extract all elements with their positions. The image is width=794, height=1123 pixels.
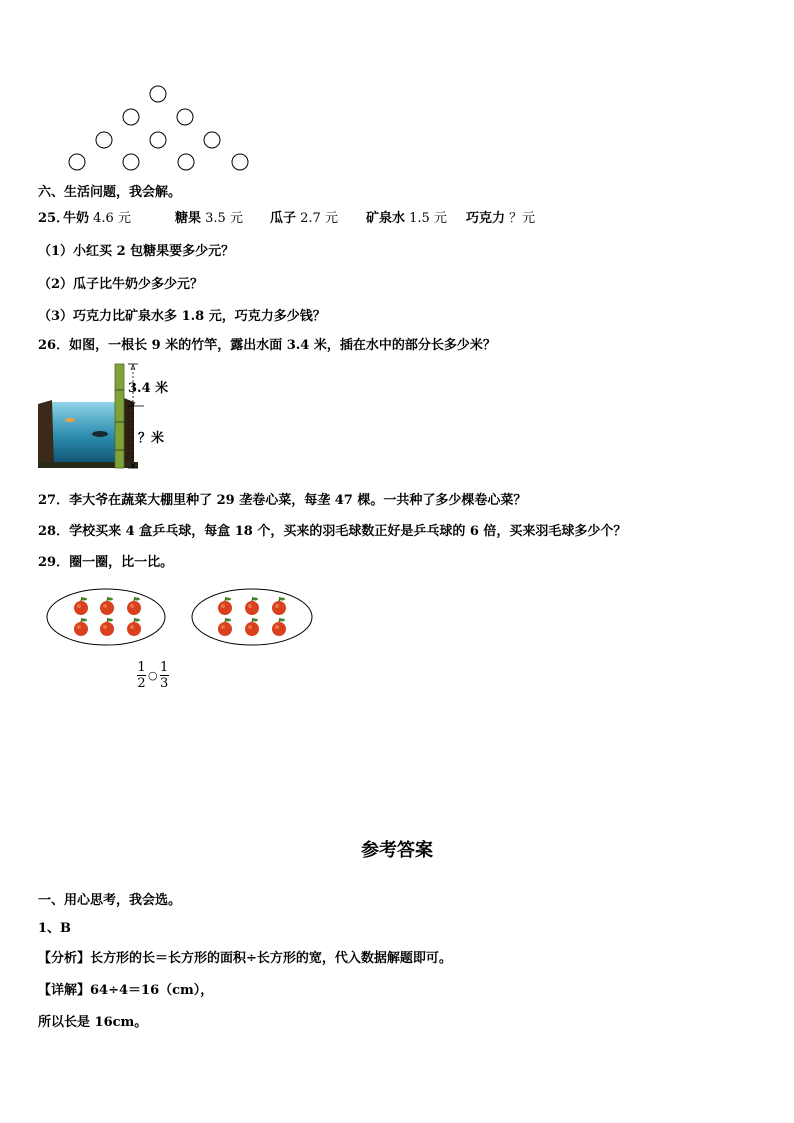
bamboo-pole (115, 364, 124, 468)
price-item-seeds: 瓜子 2.7 元 (270, 211, 338, 226)
circle (96, 132, 112, 148)
q25-sub1: （1）小红买 2 包糖果要多少元？ (38, 244, 235, 259)
circle (123, 154, 139, 170)
fraction-compare (137, 660, 169, 691)
fraction-third: 1 3 (159, 660, 169, 691)
rock-left (38, 400, 54, 468)
q26-text: 26．如图，一根长 9 米的竹竿，露出水面 3.4 米，插在水中的部分长多少米？ (38, 338, 496, 353)
circle (177, 109, 193, 125)
circle (123, 109, 139, 125)
fish (92, 431, 108, 437)
apple-groups-figure (44, 588, 324, 650)
circle (204, 132, 220, 148)
oval-right (192, 589, 312, 645)
circle (150, 132, 166, 148)
q29-text: 29．圈一圈，比一比。 (38, 555, 174, 570)
q25-number: 25． (38, 211, 70, 226)
answer-1: 1、B (38, 921, 72, 936)
compare-circle[interactable]: ○ (148, 669, 158, 682)
section-heading: 六、生活问题，我会解。 (38, 185, 182, 200)
circle (69, 154, 85, 170)
answer-conclusion: 所以长是 16cm。 (38, 1015, 148, 1030)
answer-detail: 【详解】64÷4＝16（cm）， (38, 983, 214, 998)
circle (150, 86, 166, 102)
price-item-chocolate: 巧克力 ？元 (466, 211, 536, 226)
circle (232, 154, 248, 170)
fraction-half: 1 2 (137, 660, 146, 691)
q28-text: 28．学校买来 4 盒乒乓球，每盒 18 个，买来的羽毛球数正好是乒乓球的 6 倍，买来羽毛球多少个？ (38, 524, 627, 539)
q25-sub3: （3）巧克力比矿泉水多 1.8 元，巧克力多少钱？ (38, 309, 326, 324)
fish (65, 418, 75, 422)
q27-text: 27．李大爷在蔬菜大棚里种了 29 垄卷心菜，每垄 47 棵。一共种了多少棵卷心菜？ (38, 493, 527, 508)
answer-analysis: 【分析】长方形的长＝长方形的面积÷长方形的宽，代入数据解题即可。 (38, 951, 452, 966)
answers-title: 参考答案 (361, 840, 433, 861)
label-above-water: 3.4 米 (128, 381, 169, 396)
price-item-milk: 牛奶 4.6 元 (63, 211, 131, 226)
circle (178, 154, 194, 170)
q25-sub2: （2）瓜子比牛奶少多少元？ (38, 277, 204, 292)
price-item-candy: 糖果 3.5 元 (175, 211, 243, 226)
price-item-water: 矿泉水 1.5 元 (366, 211, 447, 226)
label-below-water: ？米 (138, 431, 165, 446)
oval-left (47, 589, 165, 645)
answers-section-heading: 一、用心思考，我会选。 (38, 893, 182, 908)
circle-triangle-figure (60, 80, 260, 180)
